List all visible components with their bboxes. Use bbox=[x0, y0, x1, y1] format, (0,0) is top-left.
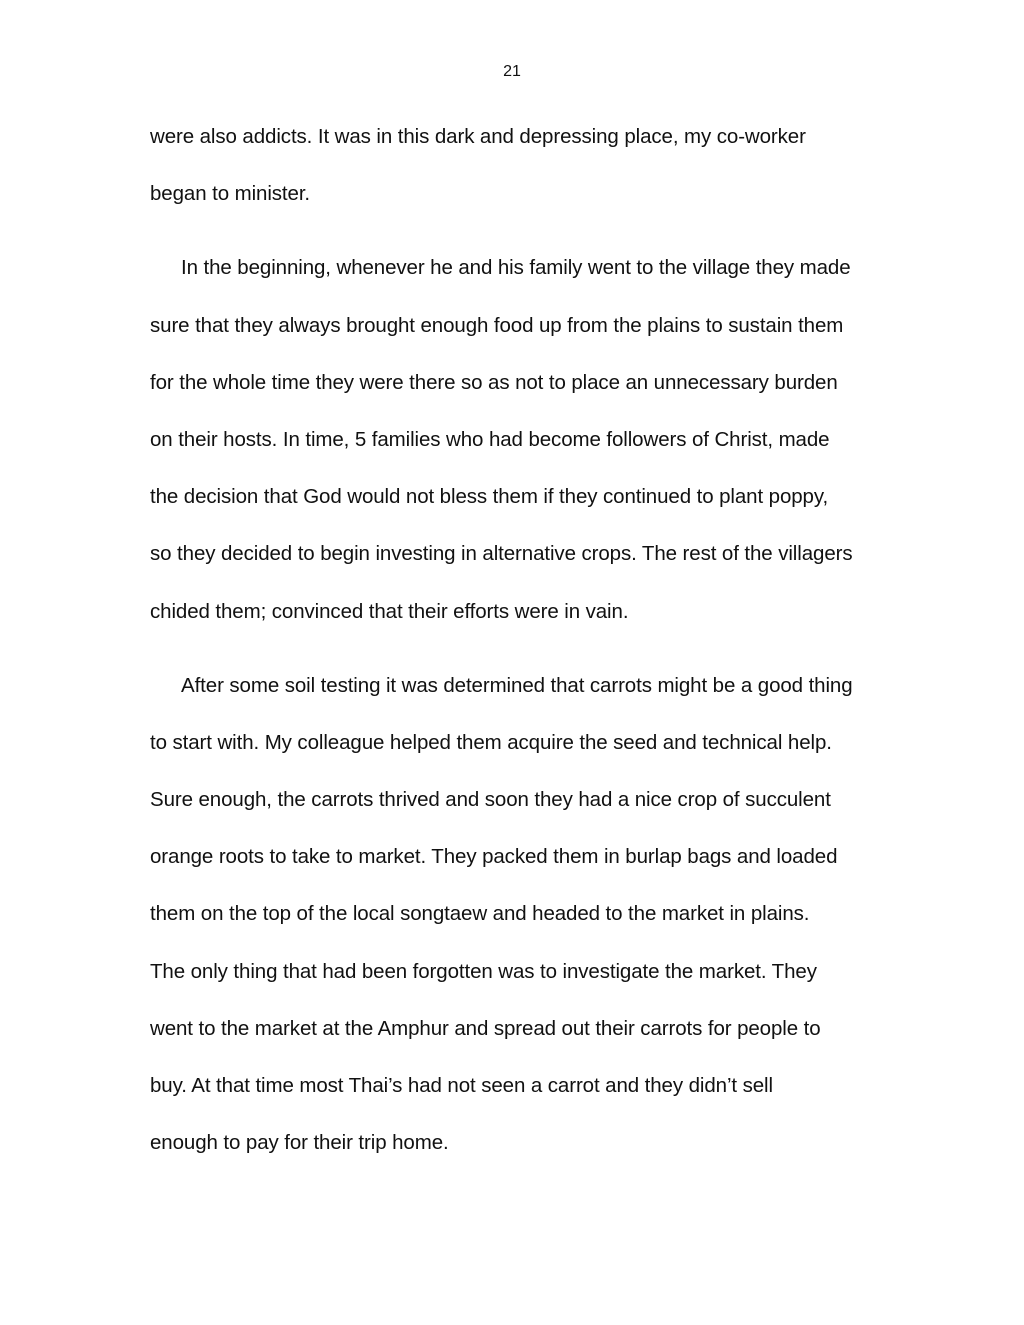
paragraph bbox=[150, 668, 910, 1183]
text-line: In the beginning, whenever he and his family went to the village they made bbox=[181, 256, 851, 280]
text-line: so they decided to begin investing in alternative crops. The rest of the villagers bbox=[150, 542, 853, 566]
text-line: the decision that God would not bless them if they continued to plant poppy, bbox=[150, 485, 829, 509]
text-line: After some soil testing it was determined that carrots might be a good thing bbox=[181, 673, 853, 697]
text-line: on their hosts. In time, 5 families who had become followers of Christ, made bbox=[150, 427, 830, 451]
text-line: buy. At that time most Thai’s had not seen a carrot and they didn’t sell bbox=[150, 1074, 773, 1097]
text-line: them on the top of the local songtaew and headed to the market in plains. bbox=[150, 902, 810, 926]
text-line: to start with. My colleague helped them acquire the seed and technical help. bbox=[150, 730, 832, 754]
text-line: were also addicts. It was in this dark and depressing place, my co-worker bbox=[150, 125, 806, 148]
text-line: Sure enough, the carrots thrived and soon they had a nice crop of succulent bbox=[150, 788, 831, 812]
text-line: The only thing that had been forgotten was to investigate the market. They bbox=[150, 959, 817, 983]
text-line: orange roots to take to market. They packed them in burlap bags and loaded bbox=[150, 845, 838, 869]
text-line: enough to pay for their trip home. bbox=[150, 1131, 449, 1155]
text-line: began to minister. bbox=[150, 182, 311, 206]
text-line: chided them; convinced that their efforts were in vain. bbox=[150, 599, 629, 623]
page-number: 21 bbox=[503, 63, 521, 80]
paragraph bbox=[150, 250, 910, 650]
document-body bbox=[150, 119, 910, 1182]
text-line: went to the market at the Amphur and spread out their carrots for people to bbox=[150, 1016, 821, 1040]
text-line: sure that they always brought enough food up from the plains to sustain them bbox=[150, 313, 844, 337]
text-line: for the whole time they were there so as not to place an unnecessary burden bbox=[150, 370, 838, 394]
paragraph bbox=[150, 119, 910, 233]
